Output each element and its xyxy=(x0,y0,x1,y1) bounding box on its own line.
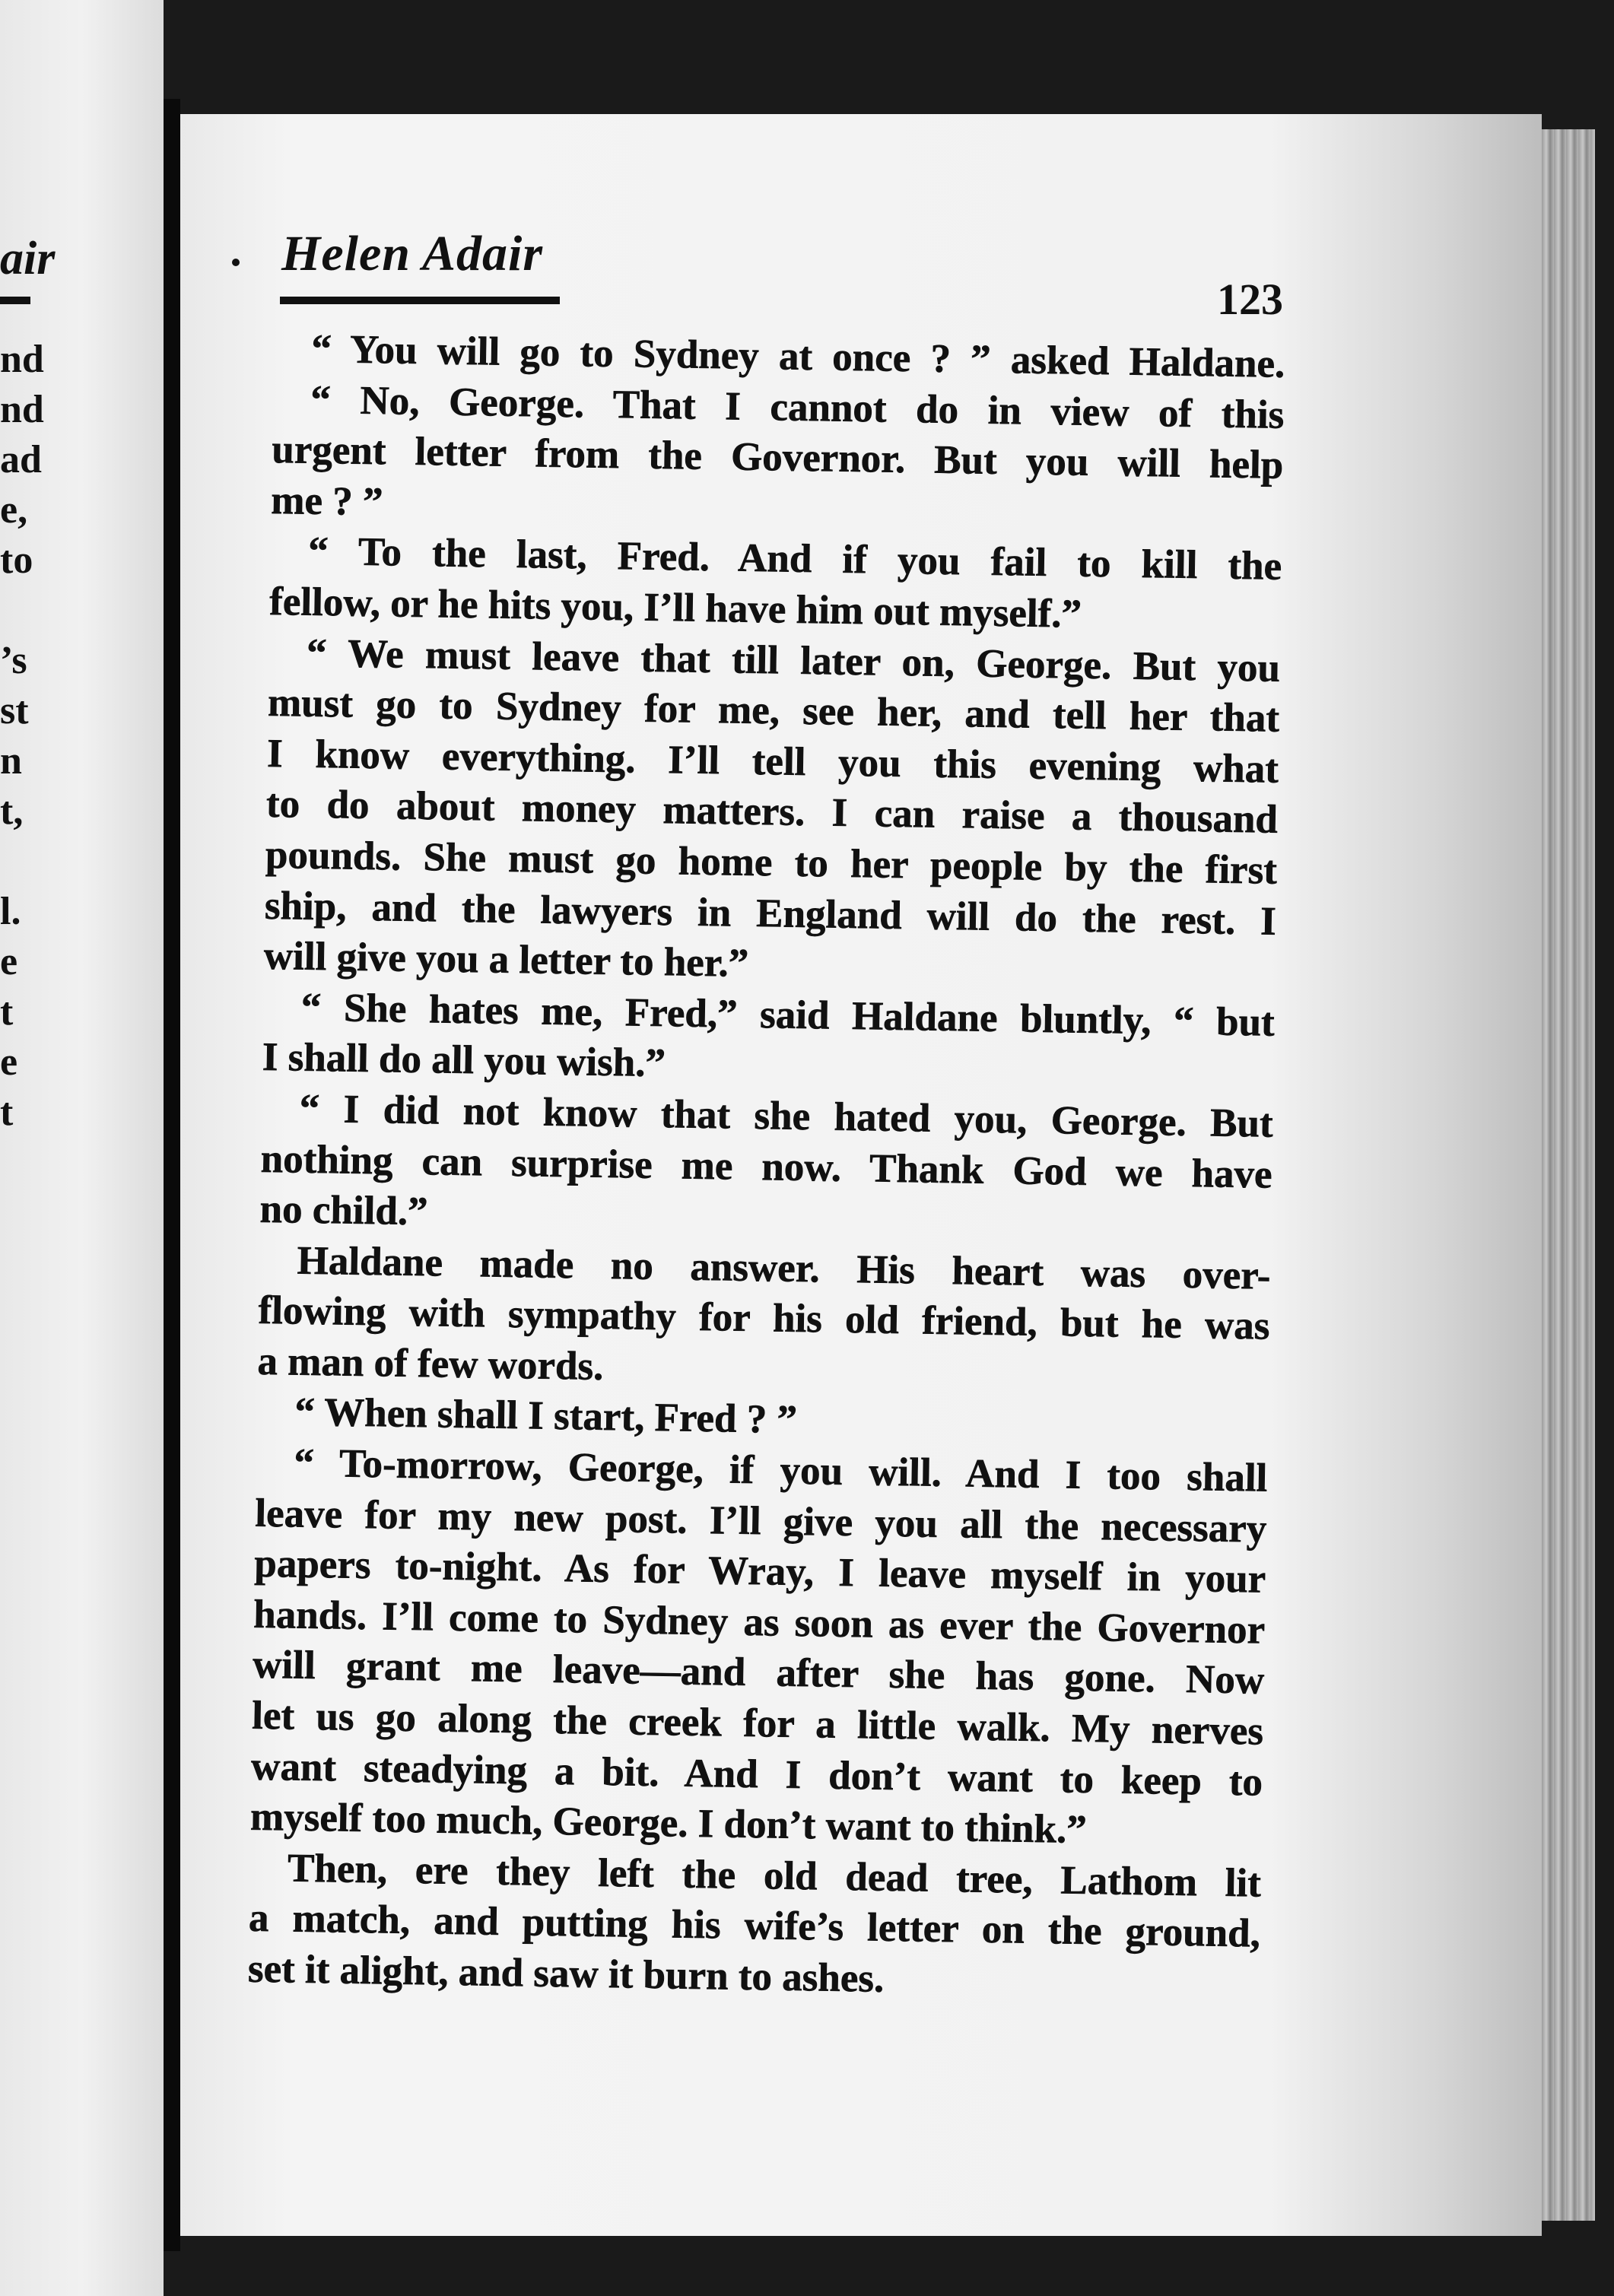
previous-page xyxy=(0,0,164,2296)
page-edge-stack xyxy=(1542,129,1595,2221)
text-line: urgent letter from the Governor. But you will help xyxy=(271,427,1284,488)
text-line: must go to Sydney for me, see her, and tell her that xyxy=(267,681,1280,741)
text-line: hands. I’ll come to Sydney as soon as ever the Governor xyxy=(253,1592,1266,1653)
previous-page-line-ending: nd xyxy=(0,338,44,381)
text-line: fellow, or he hits you, I’ll have him out myself.” xyxy=(268,579,1082,637)
text-line: “ When shall I start, Fred ? ” xyxy=(294,1390,798,1443)
previous-page-line-endings xyxy=(0,335,61,1138)
text-line: “ No, George. That I cannot do in view of this xyxy=(310,377,1285,437)
previous-page-line-ending: e xyxy=(0,940,18,983)
header-dot xyxy=(232,259,240,266)
previous-page-line-ending: n xyxy=(0,739,22,783)
text-line: pounds. She must go home to her people by the first xyxy=(265,832,1278,893)
text-line: let us go along the creek for a little walk. My nerves xyxy=(251,1693,1264,1754)
previous-page-line-ending xyxy=(0,586,61,636)
text-line: I shall do all you wish.” xyxy=(262,1035,666,1086)
text-line: a man of few words. xyxy=(257,1339,604,1389)
text-line: leave for my new post. I’ll give you all the necessary xyxy=(254,1491,1267,1551)
text-line: “ You will go to Sydney at once ? ” asked Haldane. xyxy=(311,326,1285,386)
page-number: 123 xyxy=(1217,275,1283,324)
text-line: Haldane made no answer. His heart was over- xyxy=(297,1238,1271,1298)
book-gutter xyxy=(164,99,180,2251)
text-line: “ To-morrow, George, if you will. And I too shall xyxy=(294,1440,1268,1500)
text-line: to do about money matters. I can raise a thousand xyxy=(265,782,1279,843)
running-title: Helen Adair xyxy=(281,226,544,281)
text-line: “ I did not know that she hated you, George. But xyxy=(299,1086,1274,1146)
previous-page-line-ending: nd xyxy=(0,388,44,431)
text-line: will grant me leave—and after she has gone. Now xyxy=(252,1643,1265,1704)
previous-page-line-ending xyxy=(0,837,61,887)
previous-page-line-ending: st xyxy=(0,689,29,732)
previous-page-line-ending: t xyxy=(0,990,14,1034)
previous-page-line-ending: ’s xyxy=(0,639,27,682)
previous-page-line-ending: e, xyxy=(0,488,28,532)
text-line: will give you a letter to her.” xyxy=(263,934,749,986)
previous-page-line-ending: t, xyxy=(0,789,24,833)
previous-page-line-ending: ad xyxy=(0,438,42,481)
previous-page-line-ending: t xyxy=(0,1091,14,1134)
text-line: Then, ere they left the old dead tree, Lathom lit xyxy=(287,1846,1262,1906)
text-line: papers to-night. As for Wray, I leave myself in your xyxy=(253,1542,1266,1602)
previous-page-title-rule xyxy=(0,297,30,304)
previous-page-line-ending: l. xyxy=(0,890,21,933)
text-line: set it alight, and saw it burn to ashes. xyxy=(247,1946,885,2001)
text-line: want steadying a bit. And I don’t want to keep to xyxy=(250,1744,1263,1805)
text-line: me ? ” xyxy=(270,478,383,525)
previous-page-running-title-fragment: air xyxy=(0,233,56,284)
body-text xyxy=(247,323,1285,2010)
text-line: flowing with sympathy for his old friend, but he was xyxy=(258,1288,1270,1349)
text-line: a match, and putting his wife’s letter on the ground, xyxy=(248,1896,1261,1957)
text-line: no child.” xyxy=(259,1186,429,1234)
previous-page-line-ending: to xyxy=(0,538,33,582)
text-line: I know everything. I’ll tell you this evening what xyxy=(266,731,1279,792)
previous-page-line-ending: e xyxy=(0,1040,18,1084)
text-line: “ We must leave that till later on, George. But you xyxy=(306,630,1281,691)
text-line: ship, and the lawyers in England will do the rest. I xyxy=(264,883,1277,944)
text-line: nothing can surprise me now. Thank God we have xyxy=(260,1136,1273,1197)
text-line: “ She hates me, Fred,” said Haldane bluntly, “ but xyxy=(300,985,1276,1045)
text-line: myself too much, George. I don’t want to think.” xyxy=(249,1794,1088,1853)
text-line: “ To the last, Fred. And if you fail to kill the xyxy=(307,529,1282,589)
running-title-rule xyxy=(280,297,560,304)
